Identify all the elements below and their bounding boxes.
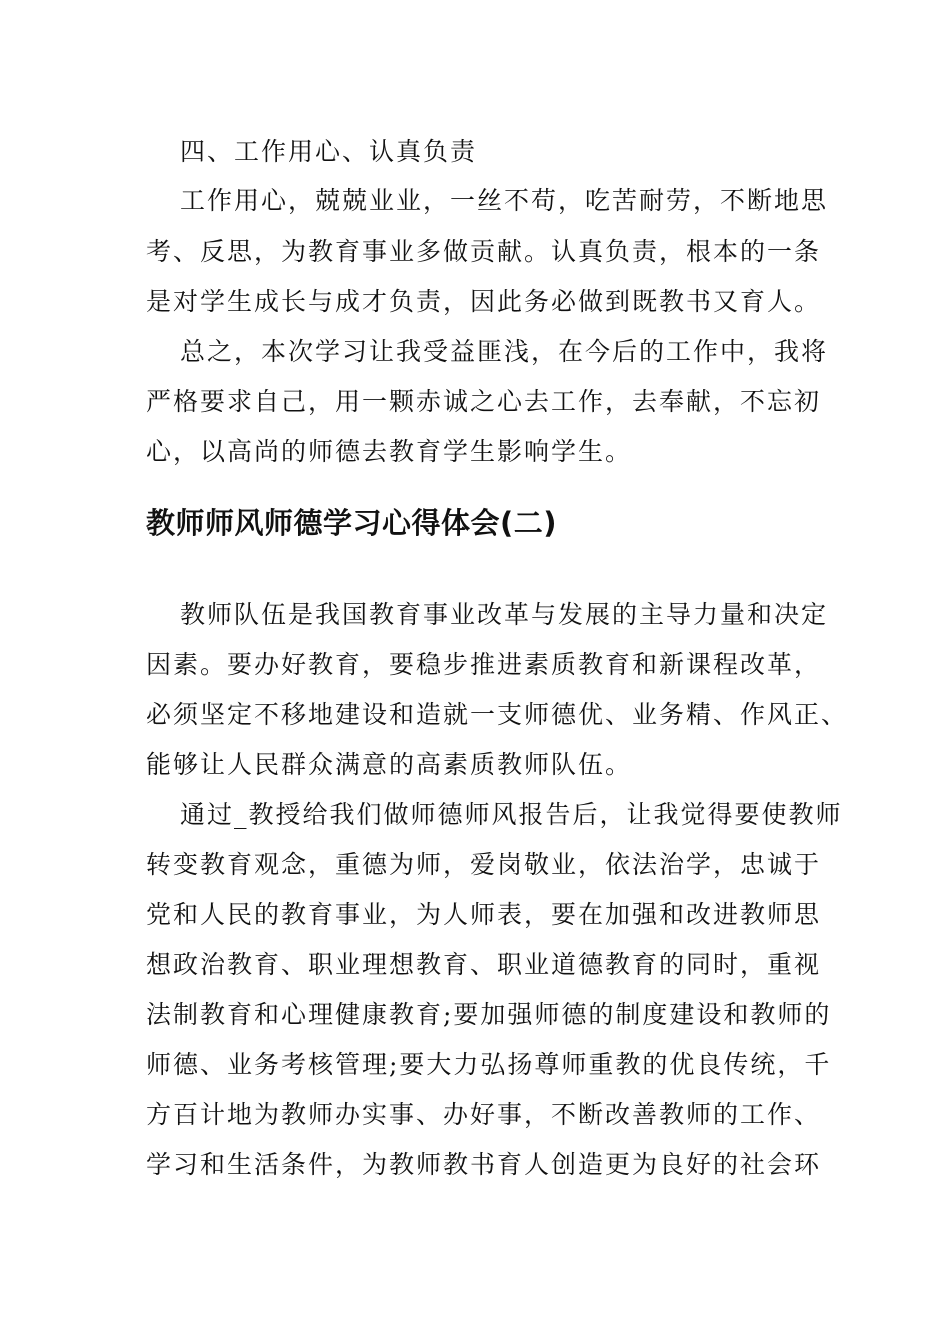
paragraph-line: 法制教育和心理健康教育;要加强师德的制度建设和教师的 — [146, 1000, 832, 1029]
paragraph-line: 学习和生活条件，为教师教书育人创造更为良好的社会环 — [146, 1150, 822, 1179]
paragraph-line: 教师队伍是我国教育事业改革与发展的主导力量和决定 — [180, 600, 829, 629]
paragraph-line: 因素。要办好教育，要稳步推进素质教育和新课程改革， — [146, 650, 822, 679]
paragraph-line: 总之，本次学习让我受益匪浅，在今后的工作中，我将 — [180, 337, 829, 366]
paragraph-line: 党和人民的教育事业，为人师表，要在加强和改进教师思 — [146, 900, 822, 929]
paragraph-line: 师德、业务考核管理;要大力弘扬尊师重教的优良传统，千 — [146, 1050, 832, 1079]
paragraph-line: 方百计地为教师办实事、办好事，不断改善教师的工作、 — [146, 1100, 822, 1129]
paragraph-line: 能够让人民群众满意的高素质教师队伍。 — [146, 750, 633, 779]
paragraph-line: 心，以高尚的师德去教育学生影响学生。 — [146, 437, 633, 466]
article-title: 教师师风师德学习心得体会(二) — [146, 506, 558, 540]
section-heading: 四、工作用心、认真负责 — [180, 137, 478, 166]
paragraph-line: 严格要求自己，用一颗赤诚之心去工作，去奉献，不忘初 — [146, 387, 822, 416]
paragraph-line: 是对学生成长与成才负责，因此务必做到既教书又育人。 — [146, 287, 822, 316]
paragraph-line: 考、反思，为教育事业多做贡献。认真负责，根本的一条 — [146, 237, 822, 266]
paragraph-line: 必须坚定不移地建设和造就一支师德优、业务精、作风正、 — [146, 700, 849, 729]
paragraph-line: 工作用心，兢兢业业，一丝不苟，吃苦耐劳，不断地思 — [180, 186, 829, 215]
paragraph-line: 想政治教育、职业理想教育、职业道德教育的同时，重视 — [146, 950, 822, 979]
paragraph-line: 转变教育观念，重德为师，爱岗敬业，依法治学，忠诚于 — [146, 850, 822, 879]
paragraph-line: 通过_教授给我们做师德师风报告后，让我觉得要使教师 — [180, 800, 843, 829]
